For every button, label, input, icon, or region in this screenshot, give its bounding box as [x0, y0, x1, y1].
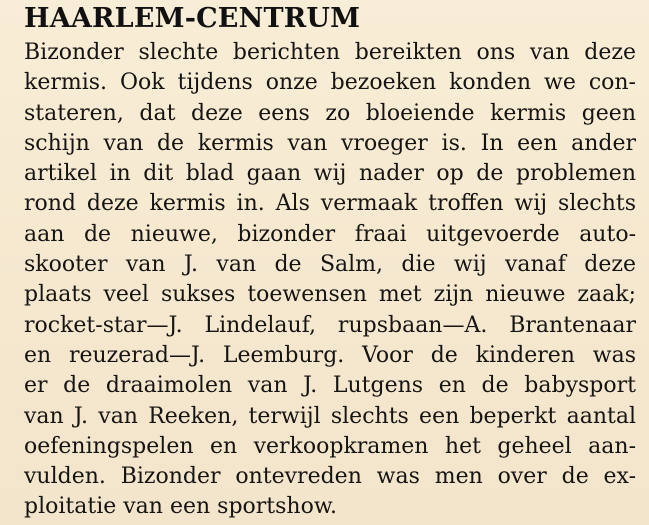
article-line: stateren, dat deze eens zo bloeiende kermis geen — [24, 100, 636, 126]
article-line: artikel in dit blad gaan wij nader op de problemen — [24, 161, 636, 187]
article-line: van J. van Reeken, terwijl slechts een beperkt aantal — [24, 403, 636, 429]
article-line: skooter van J. van de Salm, die wij vanaf deze — [24, 252, 636, 278]
article-line: aan de nieuwe, bizonder fraai uitgevoerde auto- — [24, 221, 636, 247]
article-line: oefeningspelen en verkoopkramen het geheel aan- — [24, 433, 636, 459]
article-line: Bizonder slechte berichten bereikten ons van deze — [24, 40, 636, 65]
article-line: kermis. Ook tijdens onze bezoeken konden we con- — [24, 70, 636, 96]
article-line: schijn van de kermis van vroeger is. In een ander — [24, 130, 636, 156]
article-heading: HAARLEM-CENTRUM — [24, 3, 361, 34]
article-line: rond deze kermis in. Als vermaak troffen wij slechts — [24, 191, 636, 217]
article-line: ploitatie van een sportshow. — [24, 494, 338, 520]
article-line: vulden. Bizonder ontevreden was men over de ex- — [24, 464, 636, 490]
article-line: plaats veel sukses toewensen met zijn nieuwe zaak; — [24, 282, 636, 308]
article-line: er de draaimolen van J. Lutgens en de babysport — [24, 373, 636, 399]
article-line: rocket-star—J. Lindelauf, rupsbaan—A. Brantenaar — [24, 312, 636, 338]
article-body — [24, 38, 636, 523]
article-line: en reuzerad—J. Leemburg. Voor de kinderen was — [24, 342, 636, 368]
